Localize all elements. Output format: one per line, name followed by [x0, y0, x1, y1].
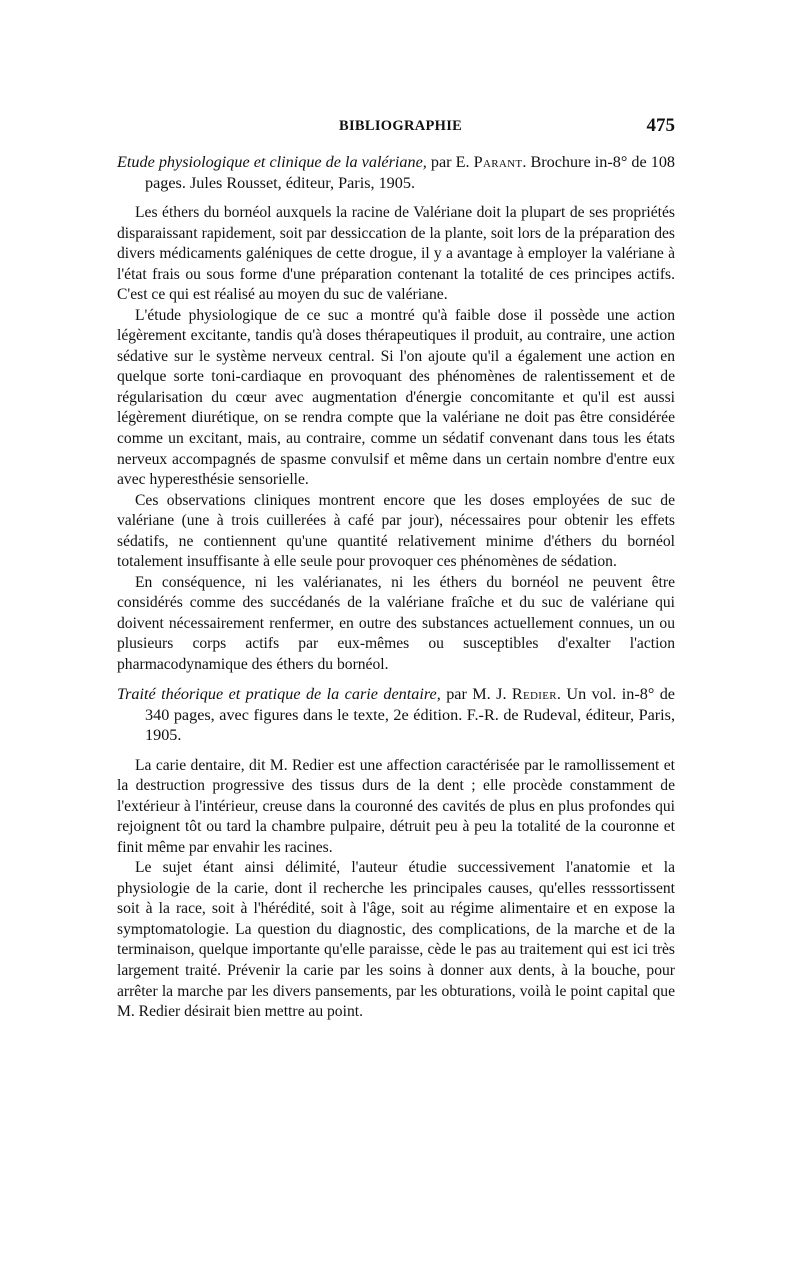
author-name: Redier [511, 685, 557, 703]
review-paragraph: En conséquence, ni les valérianates, ni les éthers du bornéol ne peuvent être considérés comme des succédanés de la valériane fraîche et du suc de valériane qui doivent nécessairement renfermer, en outre des substances actuellement connues, un ou plusieurs corps actifs par eux-mêmes ou susceptibles d'exalter l'action pharmacodynamique des éthers du bornéol. [117, 573, 675, 674]
review-paragraph: Le sujet étant ainsi délimité, l'auteur étudie successivement l'anatomie et la physiologie de la carie, dont il recherche les principales causes, qu'elles resssortissent soit à la race, soit à l'hérédité, soit à l'âge, soit au régime alimentaire et en expose la symptomatologie. La question du diagnostic, des complications, de la marche et de la terminaison, quelque importante qu'elle paraisse, cède le pas au traitement qui est ici très largement traité. Prévenir la carie par les soins à donner aux dents, à la bouche, pour arrêter la marche par les divers pansements, par les obturations, voilà le point capital que M. Redier désirait bien mettre au point. [117, 859, 675, 1021]
review-paragraph: Ces observations cliniques montrent encore que les doses employées de suc de valériane (une à trois cuillerées à café par jour), nécessaires pour obtenir les effets sédatifs, ne contiennent qu'une quantité relativement minime d'éthers du bornéol totalement insuffisante à elle seule pour provoquer ces phénomènes de sédation. [117, 491, 675, 571]
publication-details: . Un vol. in-8° de 340 pages, avec figures dans le texte, 2e édition. F.-R. de Rudeval, éditeur, Paris, 1905. [145, 685, 675, 744]
review-carie-dentaire [117, 684, 675, 1023]
author-prefix: par E. [426, 153, 474, 171]
bibliographic-entry [117, 684, 675, 746]
review-paragraph: La carie dentaire, dit M. Redier est une affection caractérisée par le ramollissement et la destruction progressive des tissus durs de la dent ; elle procède constamment de l'extérieur à l'intérieur, creuse dans la couronné des cavités de plus en plus profondes qui rejoignent tôt ou tard la chambre pulpaire, détruit peu à peu la totalité de la couronne et finit même par envahir les racines. [117, 756, 675, 856]
review-paragraph: L'étude physiologique de ce suc a montré qu'à faible dose il possède une action légèrement excitante, tandis qu'à doses thérapeutiques il produit, au contraire, une action sédative sur le système nerveux central. Si l'on ajoute qu'il a également une action en quelque sorte toni-cardiaque en provoquant des phénomènes de ralentissement et de régularisation du cœur avec augmentation d'énergie concomitante et qu'il est aussi légèrement diurétique, on se rendra compte que la valériane ne doit pas être considérée comme un excitant, mais, au contraire, comme un sédatif convenant dans tous les états nerveux accompagnés de spasme convulsif et même dans un certain nombre d'entre eux avec hyperesthésie sensorielle. [117, 306, 675, 489]
book-page [117, 0, 675, 1262]
review-paragraph: Les éthers du bornéol auxquels la racine de Valériane doit la plupart de ses propriétés disparaissant rapidement, soit par dessiccation de la plante, soit lors de la préparation des divers médicaments galéniques de cette drogue, il y a avantage à employer la valériane à l'état frais ou sous forme d'une préparation contenant la totalité de ces principes actifs. C'est ce qui est réalisé au moyen du suc de valériane. [117, 204, 675, 304]
book-title: Etude physiologique et clinique de la valériane, [117, 153, 427, 171]
book-title: Traité théorique et pratique de la carie dentaire, [117, 685, 441, 703]
running-head [117, 115, 675, 140]
page-number: 475 [646, 115, 675, 136]
publication-details: . Brochure in-8° de 108 pages. Jules Rousset, éditeur, Paris, 1905. [145, 153, 676, 192]
running-title: BIBLIOGRAPHIE [339, 118, 463, 134]
review-valeriane [117, 152, 675, 676]
author-prefix: par M. J. [440, 685, 512, 703]
bibliographic-entry [117, 152, 675, 193]
author-name: Parant [473, 153, 523, 171]
